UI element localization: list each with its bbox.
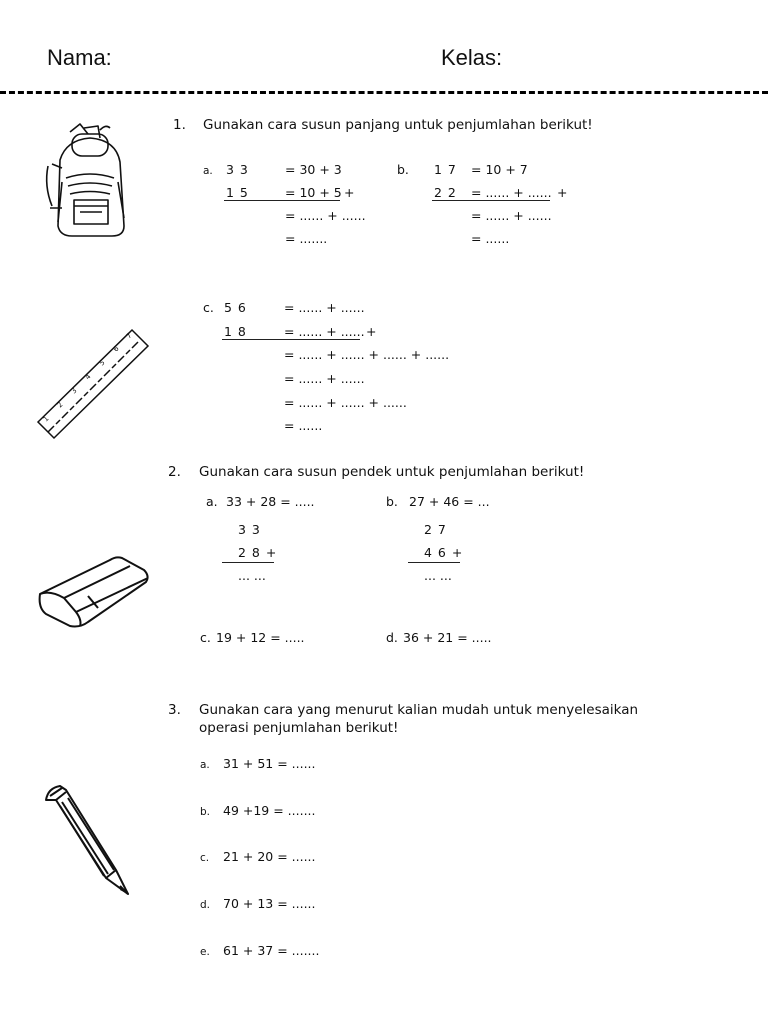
eraser-icon [36, 550, 152, 634]
pencil-icon [42, 782, 138, 902]
q3-item-label: b. [200, 806, 211, 818]
q1c-label: c. [203, 300, 214, 315]
q3-item-label: d. [200, 899, 211, 911]
q1c-line4: = ...... + ...... [284, 371, 365, 386]
q1a-bottom: 1 5 [226, 185, 249, 200]
q1b-line2: = ...... + ...... [471, 185, 552, 200]
q2d-expr: 36 + 21 = ..... [403, 630, 492, 645]
q2a-result: ... ... [238, 568, 266, 583]
q3-item-expr: 49 +19 = ....... [223, 803, 316, 818]
name-label: Nama: [47, 45, 112, 70]
q1c-line3: = ...... + ...... + ...... + ...... [284, 347, 450, 362]
q1a-line4: = ....... [285, 231, 328, 246]
ruler-icon [34, 328, 152, 440]
q3-item-expr: 70 + 13 = ...... [223, 896, 316, 911]
q1a-line3: = ...... + ...... [285, 208, 366, 223]
q1a-line1: = 30 + 3 [285, 162, 342, 177]
class-label: Kelas: [441, 45, 503, 70]
q1b-line3: = ...... + ...... [471, 208, 552, 223]
q1c-line5: = ...... + ...... + ...... [284, 395, 407, 410]
q1c-line1: = ...... + ...... [284, 300, 365, 315]
q1a-plus: + [344, 185, 355, 200]
q1b-line1: = 10 + 7 [471, 162, 528, 177]
q1c-plus: + [366, 324, 377, 339]
svg-text:1: 1 [41, 414, 51, 424]
q3-instruction-line2: operasi penjumlahan berikut! [199, 720, 399, 736]
q2-instruction: Gunakan cara susun pendek untuk penjumlahan berikut! [199, 464, 585, 480]
q2d-label: d. [386, 630, 398, 645]
svg-text:4: 4 [83, 372, 93, 382]
q2a-rule [222, 562, 274, 563]
q2-number: 2. [168, 464, 181, 480]
q2b-result: ... ... [424, 568, 452, 583]
q1c-bottom: 1 8 [224, 324, 247, 339]
q1b-top: 1 7 [434, 162, 457, 177]
header-divider [0, 91, 768, 94]
q2a-label: a. [206, 494, 218, 509]
q1a-line2: = 10 + 5 [285, 185, 342, 200]
q1b-bottom: 2 2 [434, 185, 457, 200]
q2b-expr: 27 + 46 = ... [409, 494, 490, 509]
q2b-rule [408, 562, 460, 563]
q1b-label: b. [397, 162, 409, 177]
q1c-top: 5 6 [224, 300, 247, 315]
q1-instruction: Gunakan cara susun panjang untuk penjumlahan berikut! [203, 117, 593, 133]
q1a-label: a. [203, 165, 213, 177]
q3-item-label: a. [200, 759, 210, 771]
svg-text:5: 5 [97, 358, 107, 368]
q2b-top: 2 7 [424, 522, 447, 537]
q3-item-label: c. [200, 852, 210, 864]
q2a-bottom: 2 8 + [238, 545, 278, 560]
svg-text:7: 7 [124, 331, 134, 341]
q1a-rule [224, 200, 340, 201]
q3-instruction-line1: Gunakan cara yang menurut kalian mudah untuk menyelesaikan [199, 702, 639, 718]
q2a-expr: 33 + 28 = ..... [226, 494, 315, 509]
q2b-label: b. [386, 494, 398, 509]
q3-item-expr: 21 + 20 = ...... [223, 849, 316, 864]
q2c-label: c. [200, 630, 211, 645]
q1c-rule [222, 339, 360, 340]
q2a-top: 3 3 [238, 522, 261, 537]
q1b-line4: = ...... [471, 231, 510, 246]
q1-number: 1. [173, 117, 186, 133]
svg-text:2: 2 [55, 400, 65, 410]
svg-text:3: 3 [69, 386, 79, 396]
q1a-top: 3 3 [226, 162, 249, 177]
backpack-icon [40, 120, 136, 242]
q1b-plus: + [557, 185, 568, 200]
q3-number: 3. [168, 702, 181, 718]
q3-item-expr: 31 + 51 = ...... [223, 756, 316, 771]
q3-item-expr: 61 + 37 = ....... [223, 943, 320, 958]
q1b-rule [432, 200, 550, 201]
q2c-expr: 19 + 12 = ..... [216, 630, 305, 645]
svg-text:6: 6 [111, 344, 121, 354]
q1c-line2: = ...... + ...... [284, 324, 365, 339]
q1c-line6: = ...... [284, 418, 323, 433]
q2b-bottom: 4 6 + [424, 545, 464, 560]
q3-item-label: e. [200, 946, 210, 958]
